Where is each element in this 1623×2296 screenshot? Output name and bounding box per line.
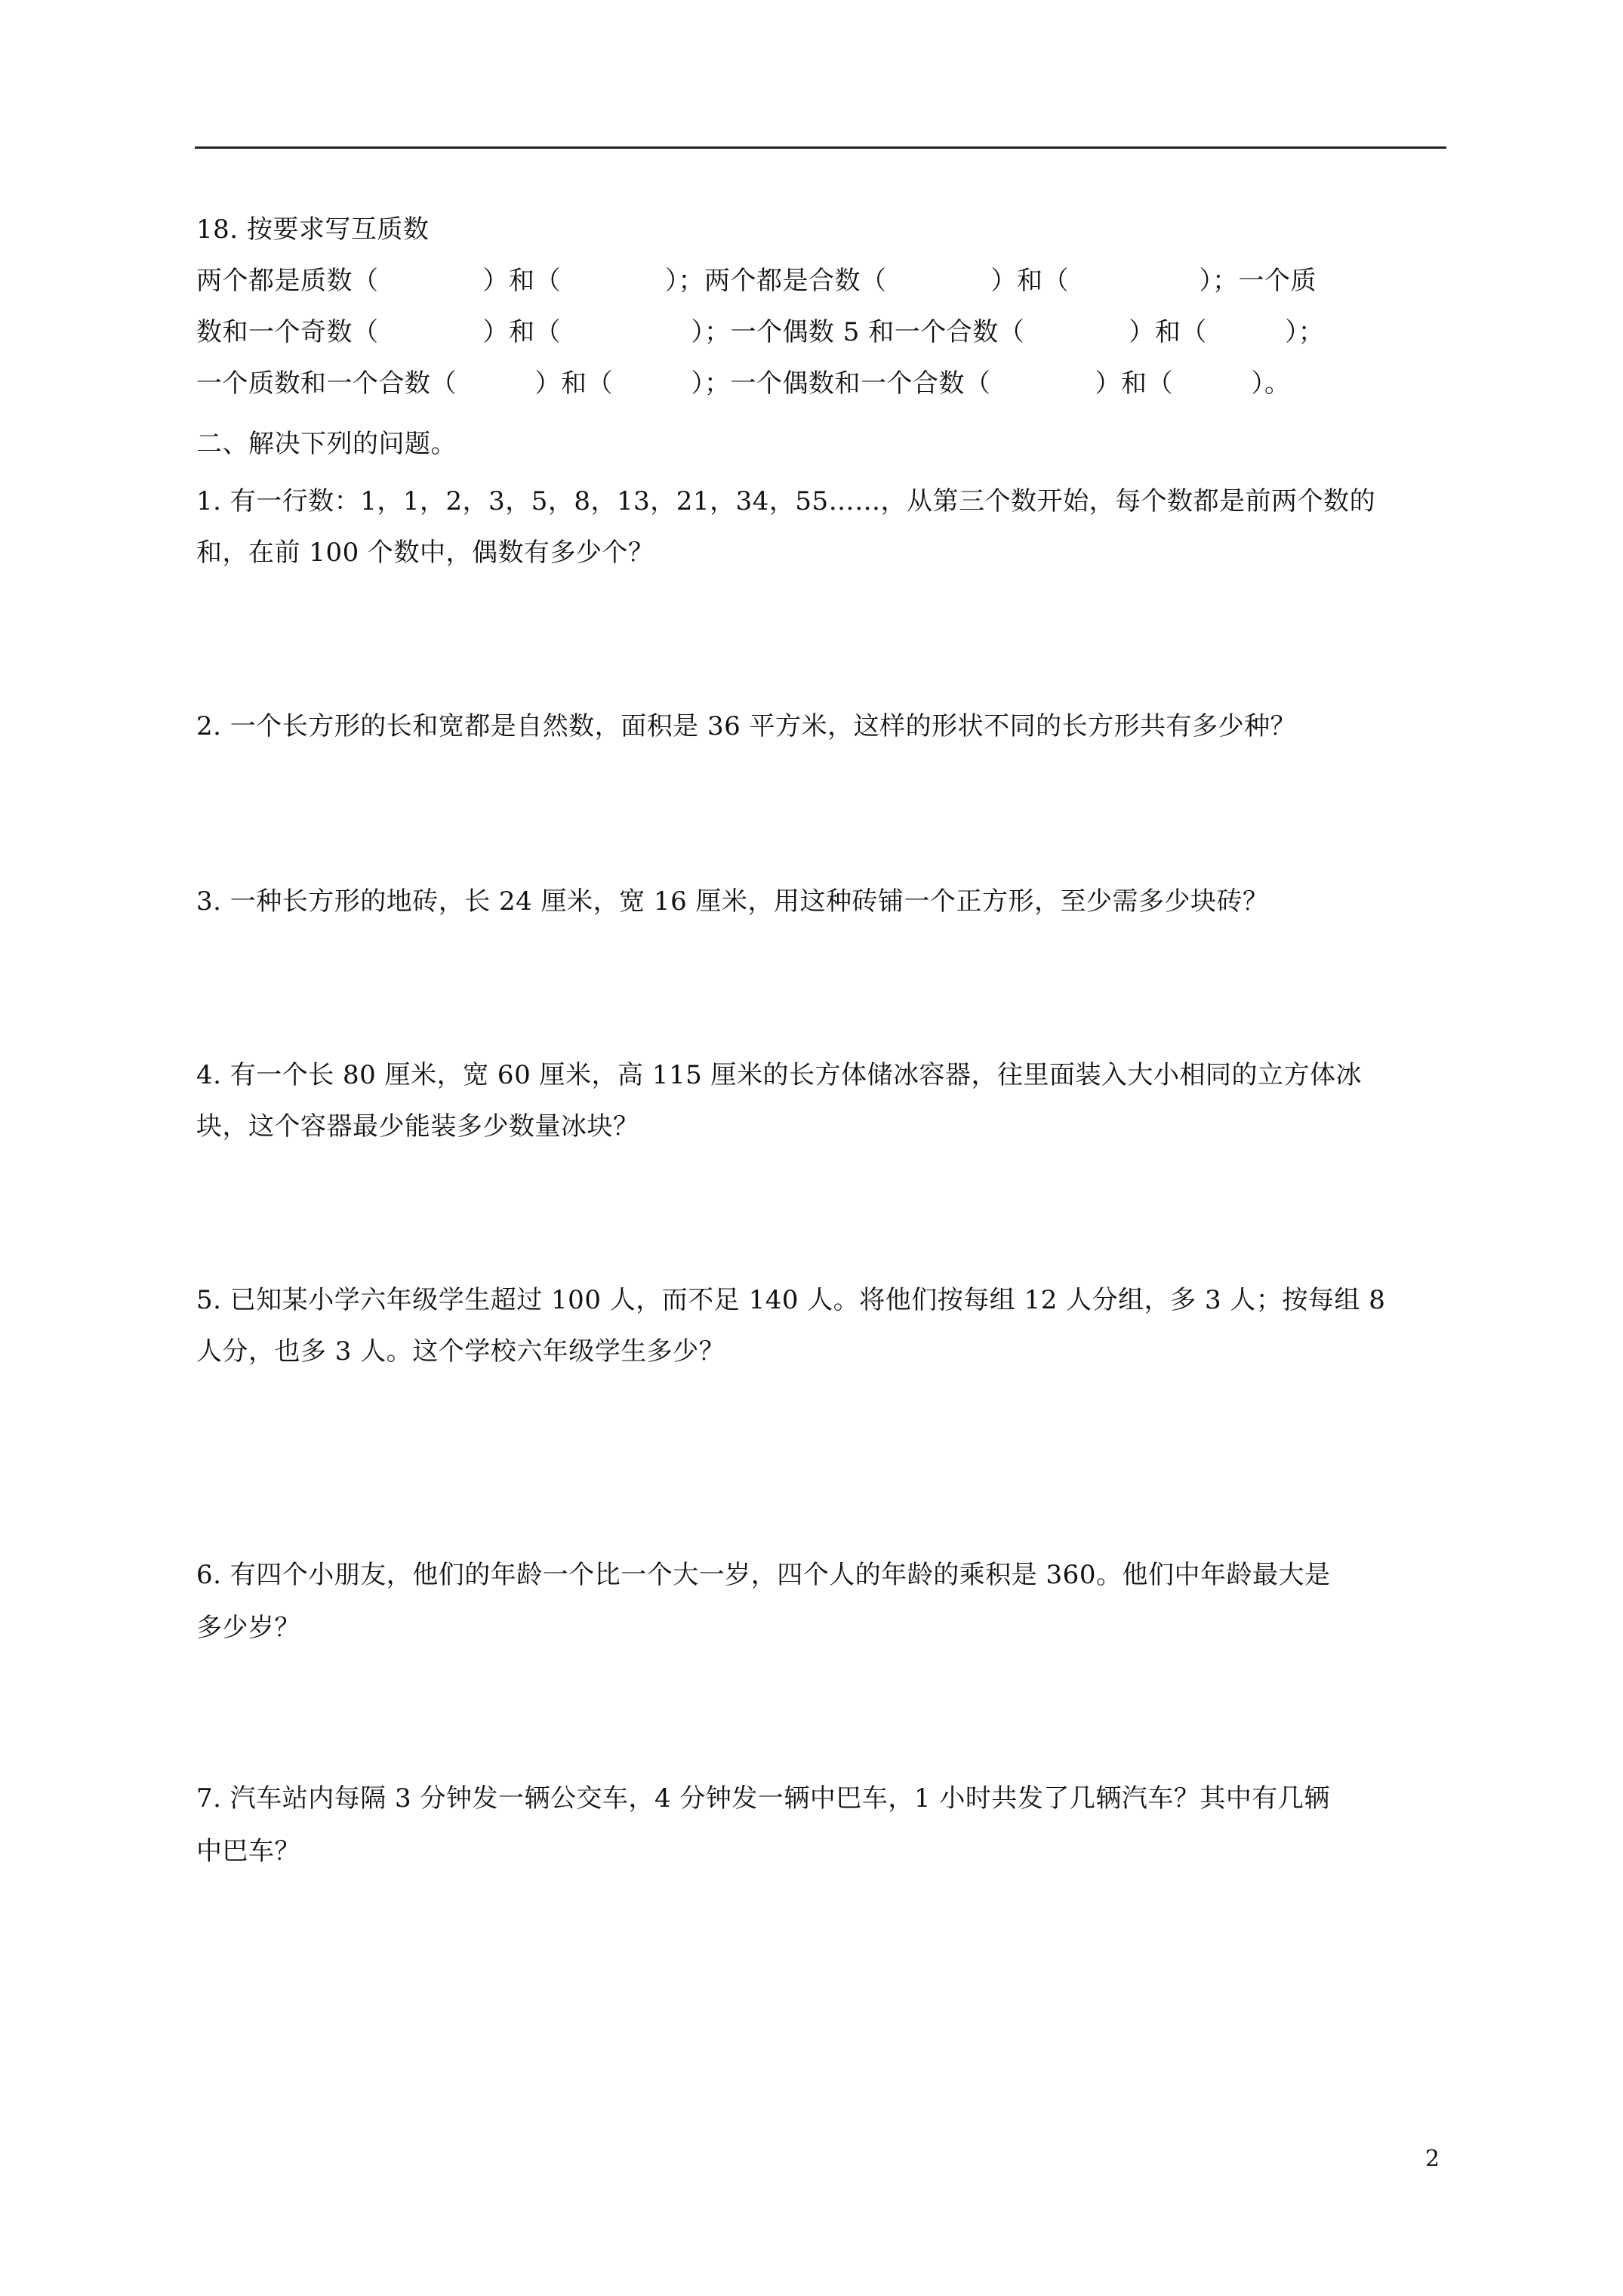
problem-1-line-2: 和，在前 100 个数中，偶数有多少个？	[196, 538, 654, 568]
problem-4-line-2: 块，这个容器最少能装多少数量冰块？	[196, 1111, 639, 1142]
problem-1-line-1: 1. 有一行数：1，1，2，3，5，8，13，21，34，55……，从第三个数开始，每个数都是前两个数的	[196, 486, 1376, 516]
problem-5-line-2: 人分，也多 3 人。这个学校六年级学生多少？	[196, 1336, 725, 1367]
problem-6-line-1: 6. 有四个小朋友，他们的年龄一个比一个大一岁，四个人的年龄的乘积是 360。他们中年龄最大是	[196, 1560, 1331, 1590]
page-number: 2	[1425, 2146, 1440, 2172]
problem-4-line-1: 4. 有一个长 80 厘米，宽 60 厘米，高 115 厘米的长方体储冰容器，往里面装入大小相同的立方体冰	[196, 1060, 1363, 1090]
section2-heading: 二、解决下列的问题。	[196, 429, 457, 459]
problem-5-line-1: 5. 已知某小学六年级学生超过 100 人，而不足 140 人。将他们按每组 12 人分组，多 3 人；按每组 8	[196, 1285, 1386, 1315]
problem-2-line-1: 2. 一个长方形的长和宽都是自然数，面积是 36 平方米，这样的形状不同的长方形共有多少种？	[196, 711, 1297, 741]
section18-title: 18. 按要求写互质数	[196, 214, 430, 245]
section18-line-2: 数和一个奇数（ ）和（ ）；一个偶数 5 和一个合数（ ）和（ ）；	[196, 317, 1325, 347]
problem-3-line-1: 3. 一种长方形的地砖，长 24 厘米，宽 16 厘米，用这种砖铺一个正方形，至少需多少块砖？	[196, 886, 1269, 917]
header-rule	[195, 146, 1446, 149]
section18-line-3: 一个质数和一个合数（ ）和（ ）；一个偶数和一个合数（ ）和（ ）。	[196, 368, 1291, 399]
problem-6-line-2: 多少岁？	[196, 1613, 300, 1643]
section18-line-1: 两个都是质数（ ）和（ ）；两个都是合数（ ）和（ ）；一个质	[196, 266, 1317, 296]
problem-7-line-2: 中巴车？	[196, 1836, 300, 1866]
problem-7-line-1: 7. 汽车站内每隔 3 分钟发一辆公交车，4 分钟发一辆中巴车，1 小时共发了几辆汽车？其中有几辆	[196, 1783, 1330, 1814]
